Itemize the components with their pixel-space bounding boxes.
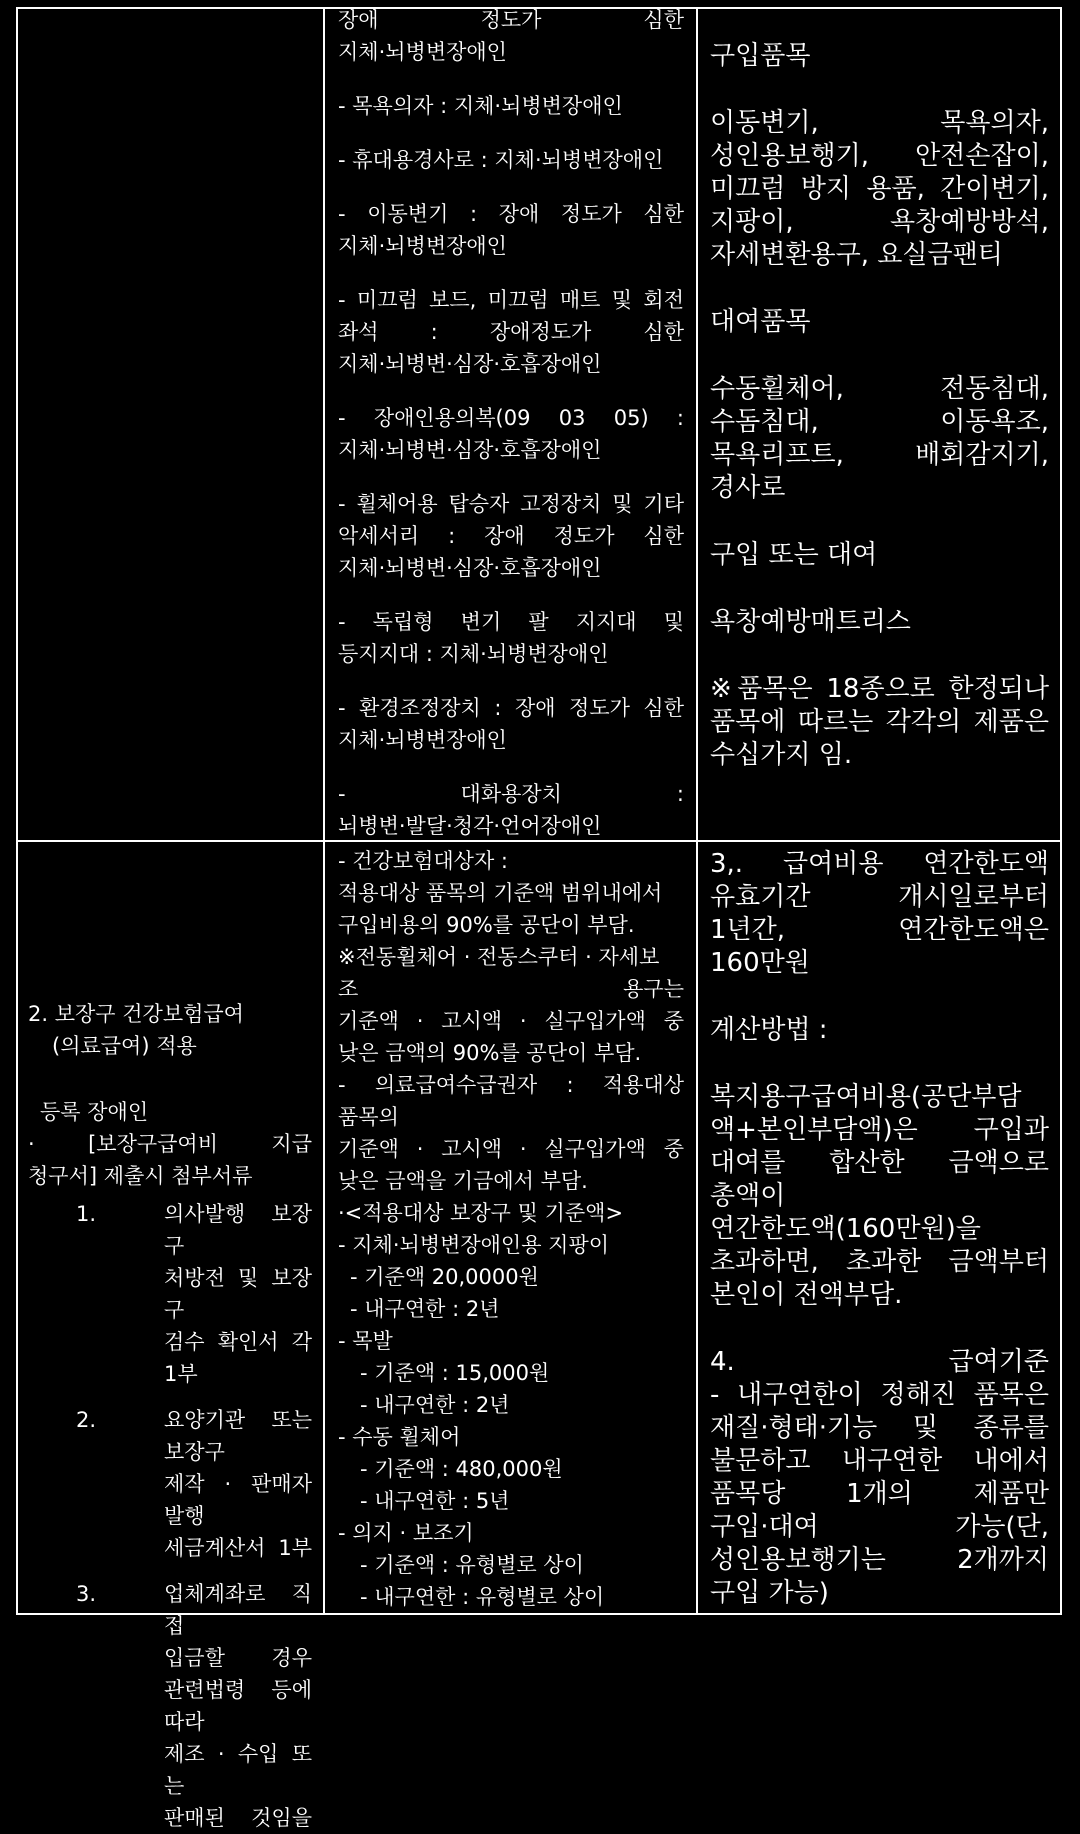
list-line: 구입비용의 90%를 공단이 부담. [338,913,635,937]
list-line: - 내구연한 : 5년 [360,1489,510,1513]
paragraph-line: - 미끄럼 보드, 미끄럼 매트 및 회전 [338,288,684,312]
paragraph-line: 수돔침대, 이동욕조, [710,407,1049,437]
paragraph-line: 좌석 : 장애정도가 심한 [338,320,684,344]
row1-right-cell [710,40,1049,840]
paragraph-line: 구입품목 [710,41,811,71]
list-line: - 기준액 : 480,000원 [360,1457,563,1481]
paragraph-line: 수동휠체어, 전동침대, [710,374,1049,404]
paragraph-line: 지체·뇌병변·심장·호흡장애인 [338,352,602,376]
paragraph [338,606,684,670]
paragraph [338,144,684,176]
paragraph [710,373,1049,505]
item-number: 2. [76,1408,97,1432]
paragraph [710,1014,1049,1047]
paragraph-line: 성인용보행기는 2개까지 [710,1545,1049,1575]
paragraph-line: - 환경조정장치 : 장애 정도가 심한 [338,696,684,720]
column-divider-2 [696,7,698,1615]
item-line: 의사발행 보장구 [164,1202,312,1258]
list-line: 품목의 [338,1105,399,1129]
paragraph-line: 이동변기, 목욕의자, [710,108,1049,138]
item-line: 입금할 경우 [164,1646,312,1670]
paragraph-line: - 목욕의자 : 지체·뇌병변장애인 [338,94,623,118]
list-line: 기준액 · 고시액 · 실구입가액 중 [338,1137,684,1161]
paragraph-line: 악세서리 : 장애 정도가 심한 [338,524,684,548]
paragraph-line: - 대화용장치 : [338,782,684,806]
paragraph [338,198,684,262]
paragraph-line: 지체·뇌병변·심장·호흡장애인 [338,438,602,462]
paragraph-line: 자세변환용구, 요실금팬티 [710,240,1003,270]
item-number: 1. [76,1202,97,1226]
list-line: 조 용구는 [338,977,684,1001]
attachment-intro-line: · [보장구급여비 지급 [28,1132,312,1156]
paragraph-line: - 휠체어용 탑승자 고정장치 및 기타 [338,492,684,516]
paragraph [338,4,684,68]
paragraph-line: 미끄럼 방지 용품, 간이변기, [710,174,1049,204]
row2-left-cell [28,998,312,1830]
row2-right-cell [710,848,1049,1613]
list-line: ※전동휠체어 · 전동스쿠터 · 자세보 [338,945,660,969]
paragraph-line: 품목에 따르는 각각의 제품은 [710,707,1049,737]
paragraph-line: 수십가지 임. [710,740,853,770]
paragraph-line: - 휴대용경사로 : 지체·뇌병변장애인 [338,148,664,172]
paragraph-line: 구입 가능) [710,1578,829,1608]
row1-middle-cell [338,4,684,840]
paragraph [710,306,1049,339]
paragraph [710,40,1049,73]
paragraph [710,1081,1049,1312]
item-text [164,1578,312,1834]
paragraph-line: 뇌병변·발달·청각·언어장애인 [338,814,602,838]
paragraph-line: 불문하고 내구연한 내에서 [710,1446,1049,1476]
paragraph-line: 등지지대 : 지체·뇌병변장애인 [338,642,609,666]
item-text [164,1404,312,1564]
item-line: 업체계좌로 직접 [164,1582,312,1638]
item-line: 처방전 및 보장구 [164,1266,312,1322]
attachment-intro-line: 등록 장애인 [40,1100,149,1124]
list-line: 기준액 · 고시액 · 실구입가액 중 [338,1009,684,1033]
list-line: - 기준액 : 15,000원 [360,1361,550,1385]
paragraph-line: - 장애인용의복(09 03 05) : [338,406,684,430]
paragraph-line: - 이동변기 : 장애 정도가 심한 [338,202,684,226]
paragraph [710,107,1049,272]
paragraph-line: 3,. 급여비용 연간한도액 [710,849,1049,879]
paragraph-line: 1년간, 연간한도액은 [710,915,1049,945]
paragraph-line: 품목당 1개의 제품만 [710,1479,1049,1509]
paragraph-line: 지체·뇌병변장애인 [338,234,507,258]
paragraph-line: 복지용구급여비용(공단부담 [710,1082,1022,1112]
paragraph-line: 유효기간 개시일로부터 [710,882,1049,912]
item-line: 보장구 [164,1440,225,1464]
list-line: - 내구연한 : 2년 [360,1393,510,1417]
row2-middle-cell [338,845,684,1613]
paragraph-line: 장애 정도가 심한 [338,8,684,32]
item-line: 판매된 것임을 [164,1806,312,1830]
item-number: 3. [76,1582,97,1606]
paragraph-line: 초과하면, 초과한 금액부터 [710,1247,1049,1277]
paragraph [338,90,684,122]
list-line: - 의지 · 보조기 [338,1521,474,1545]
paragraph-line: 재질·형태·기능 및 종류를 [710,1413,1049,1443]
item-line: 요양기관 또는 [164,1408,312,1432]
paragraph-line: 계산방법 : [710,1015,828,1045]
paragraph-line: 160만원 [710,948,810,978]
list-line: - 의료급여수급권자 : 적용대상 [338,1073,684,1097]
attachment-item [28,1578,312,1834]
paragraph [710,539,1049,572]
paragraph [338,284,684,380]
paragraph [710,606,1049,639]
list-line: - 건강보험대상자 : [338,849,509,873]
paragraph-line: 지체·뇌병변장애인 [338,728,507,752]
item-text [164,1198,312,1390]
paragraph-line: 성인용보행기, 안전손잡이, [710,141,1049,171]
paragraph-line: 4. 급여기준 [710,1347,1049,1377]
paragraph-line: 구입·대여 가능(단, [710,1512,1049,1542]
paragraph-line: 본인이 전액부담. [710,1280,903,1310]
section-title-line: 2. 보장구 건강보험급여 [28,1002,244,1026]
paragraph-line: 연간한도액(160만원)을 [710,1214,981,1244]
paragraph-line: 구입 또는 대여 [710,540,878,570]
paragraph-line: - 독립형 변기 팔 지지대 및 [338,610,684,634]
list-line: - 수동 휠체어 [338,1425,461,1449]
list-line: - 기준액 20,0000원 [350,1265,539,1289]
item-line: 세금계산서 1부 [164,1536,312,1560]
attachment-item [28,1404,312,1564]
paragraph [710,848,1049,980]
item-line: 검수 확인서 각 1부 [164,1330,312,1386]
list-line: - 지체·뇌병변장애인용 지팡이 [338,1233,610,1257]
paragraph-line: 대여품목 [710,307,811,337]
paragraph-line: 액+본인부담액)은 구입과 [710,1115,1049,1145]
paragraph-line: 목욕리프트, 배회감지기, [710,440,1049,470]
list-line: - 내구연한 : 유형별로 상이 [360,1585,605,1609]
section-title [28,998,312,1062]
list-line: 적용대상 품목의 기준액 범위내에서 [338,881,663,905]
list-line: - 목발 [338,1329,393,1353]
list-line: 낮은 금액의 90%를 공단이 부담. [338,1041,642,1065]
paragraph-line: 지팡이, 욕창예방방석, [710,207,1049,237]
column-divider-1 [323,7,325,1615]
paragraph-line: 총액이 [710,1181,786,1211]
paragraph-line: 경사로 [710,473,786,503]
list-line: ·<적용대상 보장구 및 기준액> [338,1201,624,1225]
item-line: 제작 · 판매자 발행 [164,1472,312,1528]
section-title-line: (의료급여) 적용 [52,1034,197,1058]
paragraph-line: 욕창예방매트리스 [710,607,911,637]
paragraph [338,778,684,842]
paragraph-line: - 내구연한이 정해진 품목은 [710,1380,1049,1410]
list-line: - 기준액 : 유형별로 상이 [360,1553,584,1577]
paragraph-line: 대여를 합산한 금액으로 [710,1148,1049,1178]
paragraph [710,1346,1049,1610]
item-line: 관련법령 등에 따라 [164,1678,312,1734]
paragraph-line: 지체·뇌병변장애인 [338,40,507,64]
paragraph [338,488,684,584]
item-line: 제조 · 수입 또는 [164,1742,312,1798]
paragraph [338,692,684,756]
paragraph [710,673,1049,772]
list-line: - 내구연한 : 2년 [350,1297,500,1321]
attachment-intro [28,1096,312,1192]
paragraph-line: 지체·뇌병변·심장·호흡장애인 [338,556,602,580]
paragraph [338,402,684,466]
attachment-intro-line: 청구서] 제출시 첨부서류 [28,1164,253,1188]
paragraph-line: ※품목은 18종으로 한정되나 [710,674,1049,704]
list-line: 낮은 금액을 기금에서 부담. [338,1169,588,1193]
attachment-item [28,1198,312,1390]
